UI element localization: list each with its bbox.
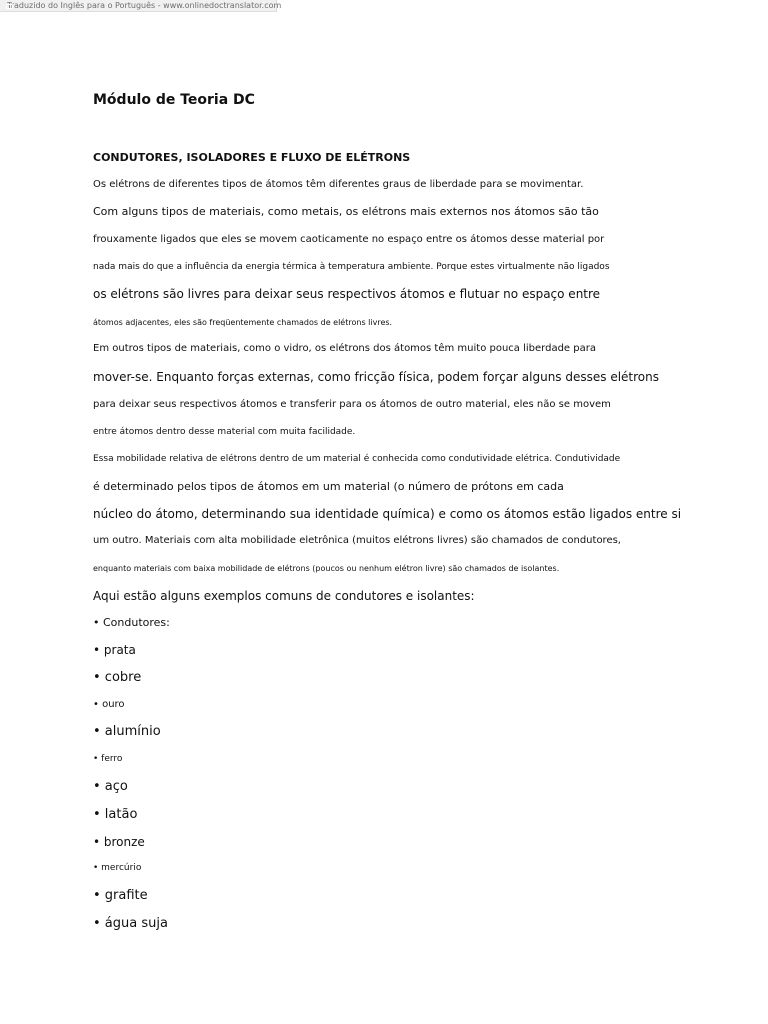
paragraph-line: entre átomos dentro desse material com muita facilidade. [93, 427, 356, 437]
translator-banner-text[interactable]: Traduzido do Inglês para o Português - www.onlinedoctranslator.com [7, 1, 282, 10]
paragraph-line: Os elétrons de diferentes tipos de átomos têm diferentes graus de liberdade para se movimentar. [93, 179, 584, 190]
list-item: • grafite [93, 888, 148, 903]
paragraph-line: núcleo do átomo, determinando sua identidade química) e como os átomos estão ligados entre si [93, 507, 682, 521]
paragraph-line: Com alguns tipos de materiais, como metais, os elétrons mais externos nos átomos são tão [93, 205, 599, 218]
list-item: • aço [93, 779, 128, 794]
list-item: • alumínio [93, 724, 161, 739]
paragraph-line: átomos adjacentes, eles são freqüentemente chamados de elétrons livres. [93, 318, 393, 327]
list-item: • mercúrio [93, 863, 142, 873]
list-item: • água suja [93, 916, 168, 931]
list-item: • prata [93, 643, 136, 657]
paragraph-line: é determinado pelos tipos de átomos em um material (o número de prótons em cada [93, 480, 564, 493]
list-item: • cobre [93, 670, 142, 685]
list-item: • latão [93, 807, 138, 822]
translator-banner[interactable] [0, 0, 282, 12]
page-title: Módulo de Teoria DC [93, 92, 255, 108]
paragraph-line: para deixar seus respectivos átomos e transferir para os átomos de outro material, eles não se movem [93, 399, 611, 410]
paragraph-line: Em outros tipos de materiais, como o vidro, os elétrons dos átomos têm muito pouca liberdade para [93, 343, 596, 354]
paragraph-line: Essa mobilidade relativa de elétrons dentro de um material é conhecida como condutividade elétrica. Condutividade [93, 454, 621, 464]
list-item: • ferro [93, 754, 123, 764]
paragraph-line: frouxamente ligados que eles se movem caoticamente no espaço entre os átomos desse material por [93, 234, 605, 245]
list-item: • bronze [93, 835, 145, 849]
list-item: • ouro [93, 699, 125, 710]
paragraph-line: um outro. Materiais com alta mobilidade eletrônica (muitos elétrons livres) são chamados de condutores, [93, 535, 621, 546]
paragraph-line: nada mais do que a influência da energia térmica à temperatura ambiente. Porque estes virtualmente não ligados [93, 262, 610, 272]
section-heading: CONDUTORES, ISOLADORES E FLUXO DE ELÉTRONS [93, 151, 411, 164]
paragraph-line: mover-se. Enquanto forças externas, como fricção física, podem forçar alguns desses elétrons [93, 370, 659, 384]
paragraph-line: Aqui estão alguns exemplos comuns de condutores e isolantes: [93, 589, 475, 603]
paragraph-line: os elétrons são livres para deixar seus respectivos átomos e flutuar no espaço entre [93, 287, 601, 301]
paragraph-line: enquanto materiais com baixa mobilidade de elétrons (poucos ou nenhum elétron livre) são chamados de isolantes. [93, 564, 560, 573]
list-item: • Condutores: [93, 616, 170, 629]
